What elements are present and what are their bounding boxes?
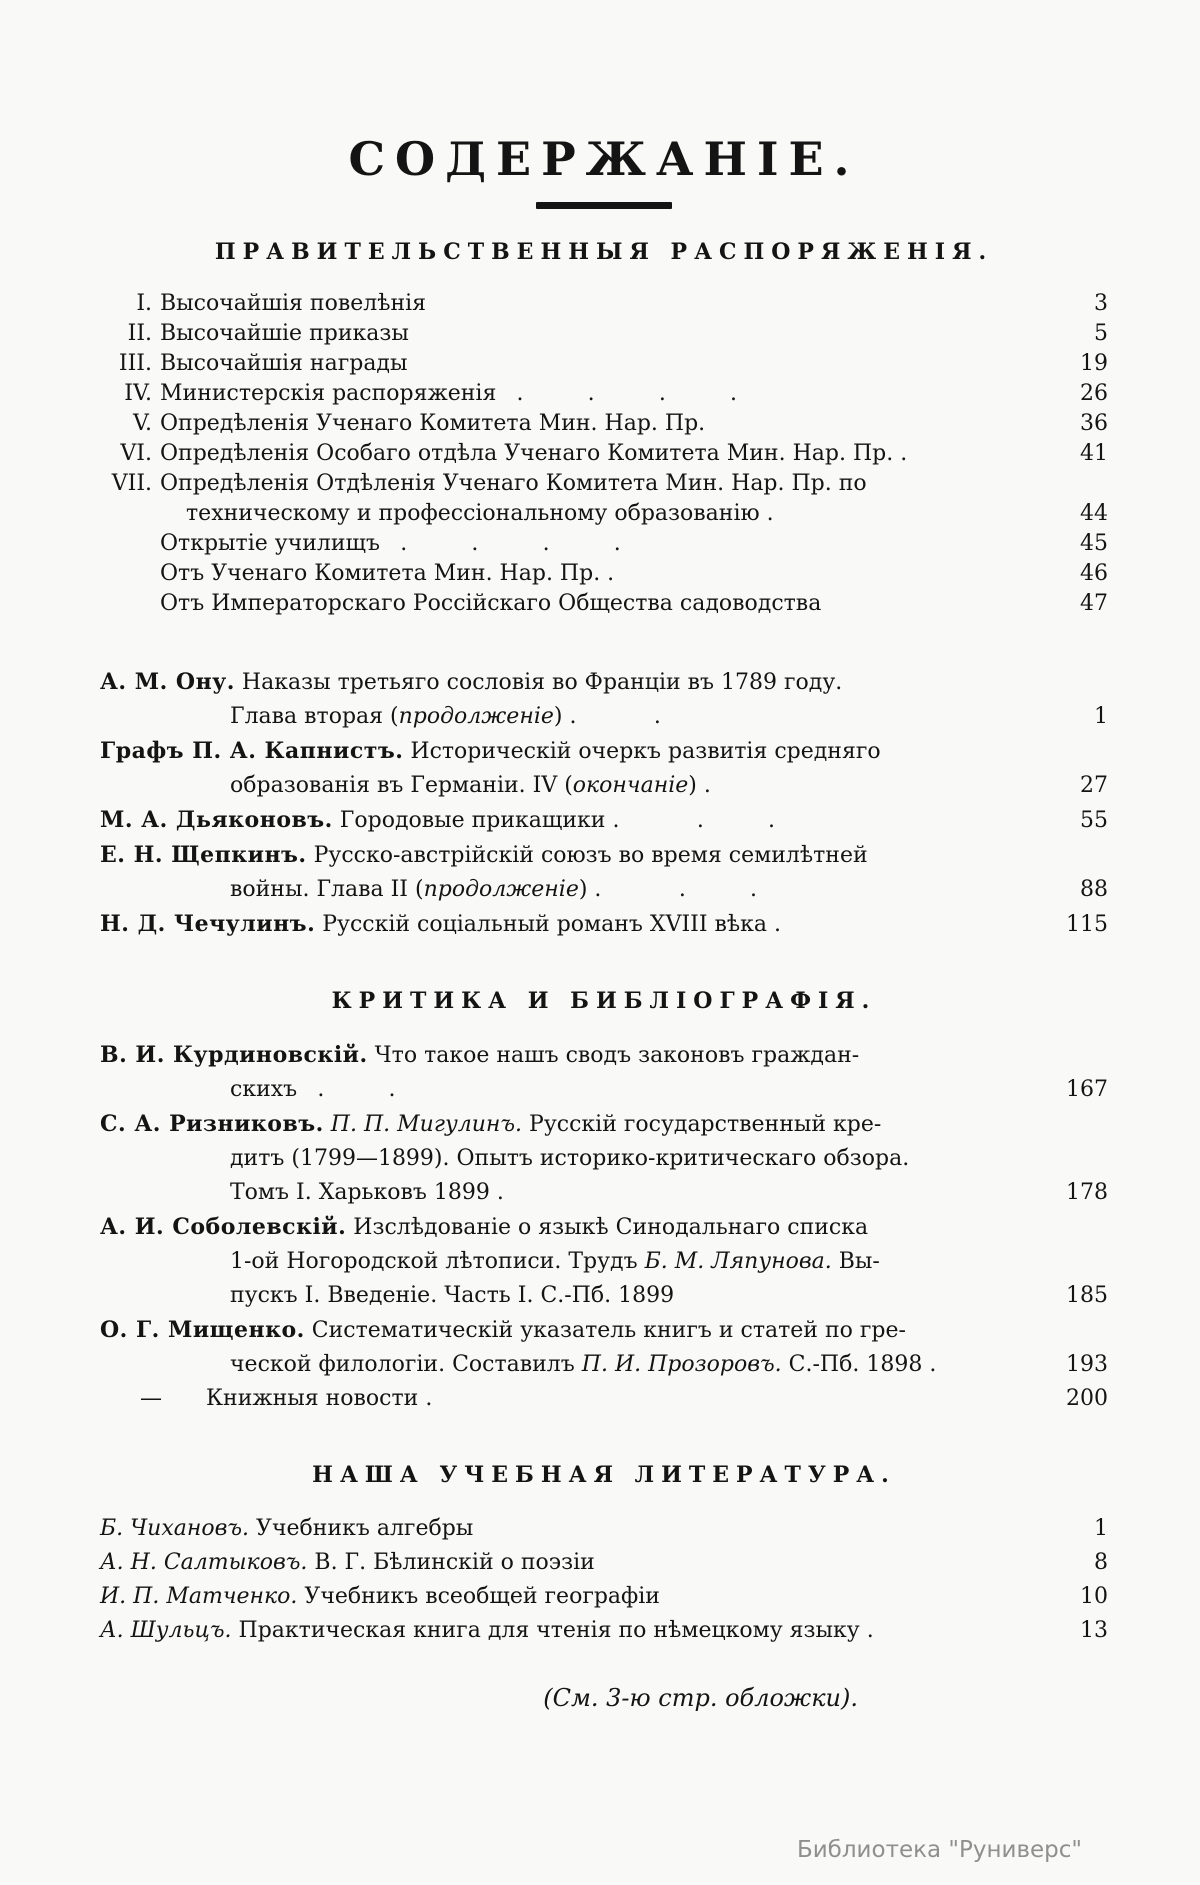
text-segment: 1-ой Ногородской лѣтописи. Трудъ [230, 1249, 645, 1274]
entry-text [160, 349, 1050, 379]
text-segment: Учебникъ алгебры [249, 1516, 474, 1541]
entry-numeral: I. [136, 291, 152, 316]
page-number: 41 [1080, 441, 1108, 466]
page-number: 26 [1080, 381, 1108, 406]
entry-numeral: VII. [111, 471, 152, 496]
text-segment: ) . [578, 877, 602, 902]
toc-row [100, 409, 1108, 439]
entry-text [100, 665, 1050, 700]
text-segment: Б. М. Ляпунова. [644, 1249, 832, 1274]
page-number: 44 [1080, 501, 1108, 526]
toc-row [100, 349, 1108, 379]
text-segment: Русскій соціальный романъ XVIII вѣка . [315, 912, 782, 937]
toc-row [100, 1038, 1108, 1073]
page-number: 167 [1066, 1077, 1108, 1102]
toc-row [100, 907, 1108, 942]
text-segment: А. М. Ону. [100, 669, 235, 695]
text-segment: Русско-австрійскій союзъ во время семилѣтней [306, 843, 868, 868]
entry-numeral: II. [127, 321, 152, 346]
text-segment: В. Г. Бѣлинскій о поэзіи [307, 1550, 595, 1575]
toc-row [100, 439, 1108, 469]
toc-row [100, 469, 1108, 499]
toc-row [100, 1073, 1108, 1107]
toc-row [100, 379, 1108, 409]
text-segment: Вы- [831, 1249, 880, 1274]
page-number: 3 [1094, 291, 1108, 316]
toc-row [100, 1348, 1108, 1382]
page-number: 19 [1080, 351, 1108, 376]
text-segment [324, 1112, 331, 1137]
entry-numeral: III. [118, 351, 152, 376]
toc-row [100, 1107, 1108, 1142]
entry-text [100, 1073, 1050, 1107]
page-number: 13 [1080, 1618, 1108, 1643]
entry-text [100, 1142, 1050, 1176]
entry-text [100, 769, 1050, 803]
text-segment: Изслѣдованіе о языкѣ Синодальнаго списка [346, 1215, 869, 1240]
toc-row [100, 1279, 1108, 1313]
page-number: 5 [1094, 321, 1108, 346]
section-critique-bibliography [100, 988, 1108, 1416]
page-number: 55 [1080, 808, 1108, 833]
page-number: 36 [1080, 411, 1108, 436]
toc-row [100, 289, 1108, 319]
toc-row [100, 1245, 1108, 1279]
section-educational-literature [100, 1462, 1108, 1648]
text-segment: Открытіе училищъ [160, 531, 388, 556]
entry-text [100, 1512, 1050, 1546]
entry-text [100, 1313, 1050, 1348]
text-segment: Опредѣленія Ученаго Комитета Мин. Нар. Пр. [160, 411, 706, 436]
text-segment: ) . [688, 773, 711, 798]
toc-row [100, 499, 1108, 529]
page-number: 45 [1080, 531, 1108, 556]
text-segment: — Книжныя новости . [140, 1386, 433, 1411]
toc-row [100, 1614, 1108, 1648]
text-segment: П. П. Мигулинъ. [330, 1112, 523, 1137]
entry-text [100, 700, 1050, 734]
page-number: 185 [1066, 1283, 1108, 1308]
toc-row [100, 1142, 1108, 1176]
text-segment: техническому и профессіональному образованію . [186, 501, 774, 526]
toc-row [100, 589, 1108, 619]
entry-text [100, 1210, 1050, 1245]
page-number: 200 [1066, 1386, 1108, 1411]
text-segment: ческой филологіи. Составилъ [230, 1352, 582, 1377]
toc-row [100, 838, 1108, 873]
text-segment: Наказы третьяго сословія во Франціи въ 1789 году. [234, 670, 843, 695]
text-segment: . . . . [400, 531, 621, 556]
page-number: 1 [1094, 704, 1108, 729]
toc-row [100, 734, 1108, 769]
section-articles [100, 665, 1108, 942]
text-segment: продолженіе [398, 704, 554, 729]
entry-text [100, 1348, 1050, 1382]
toc-row [100, 1580, 1108, 1614]
text-segment: Высочайшія повелѣнія [160, 291, 427, 316]
entry-numeral: VI. [120, 441, 152, 466]
text-segment: Отъ Императорскаго Россійскаго Общества садоводства [160, 591, 822, 616]
entry-text [100, 1107, 1050, 1142]
text-segment: А. И. Соболевскій. [100, 1214, 347, 1240]
entry-text [100, 1245, 1050, 1279]
entry-text [160, 529, 1050, 559]
entry-text [100, 1279, 1050, 1313]
page-number: 1 [1094, 1516, 1108, 1541]
text-segment: А. Шульцъ. [100, 1618, 232, 1643]
toc-row [100, 1512, 1108, 1546]
toc-row [100, 700, 1108, 734]
toc-sections [100, 239, 1108, 1648]
page-number: 193 [1066, 1352, 1108, 1377]
entry-text [100, 1546, 1050, 1580]
text-segment: Учебникъ всеобщей географіи [297, 1584, 660, 1609]
text-segment: Высочайшіе приказы [160, 321, 409, 346]
entry-text [160, 469, 1050, 499]
text-segment: ) . [553, 704, 577, 729]
page-number: 178 [1066, 1180, 1108, 1205]
text-segment: Министерскія распоряженія [160, 381, 504, 406]
text-segment: образованія въ Германіи. IV ( [230, 773, 573, 798]
entry-text [160, 409, 1050, 439]
library-watermark: Библиотека "Руниверс" [796, 1837, 1082, 1863]
entry-text [100, 1382, 1050, 1416]
text-segment: . . . . [516, 381, 738, 406]
toc-row [100, 529, 1108, 559]
toc-row [100, 769, 1108, 803]
text-segment: . . [632, 808, 775, 833]
page-number: 10 [1080, 1584, 1108, 1609]
cover-note: (См. 3-ю стр. обложки). [543, 1684, 858, 1712]
entry-text [100, 1614, 1050, 1648]
entry-text [160, 499, 1050, 529]
section-header: НАША УЧЕБНАЯ ЛИТЕРАТУРА. [312, 1462, 896, 1488]
page-number: 115 [1066, 912, 1108, 937]
entry-text [100, 907, 1050, 942]
text-segment: Н. Д. Чечулинъ. [100, 911, 316, 937]
entry-text [160, 319, 1050, 349]
text-segment: С.-Пб. 1898 . [781, 1352, 937, 1377]
text-segment: П. И. Прозоровъ. [581, 1352, 782, 1377]
entry-numeral: IV. [124, 381, 152, 406]
page-number: 88 [1080, 877, 1108, 902]
text-segment: окончаніе [572, 773, 689, 798]
entry-text [100, 734, 1050, 769]
toc-row [100, 559, 1108, 589]
text-segment: Систематическій указатель книгъ и статей по гре- [304, 1318, 906, 1343]
page-number: 8 [1094, 1550, 1108, 1575]
section-header: ПРАВИТЕЛЬСТВЕННЫЯ РАСПОРЯЖЕНІЯ. [214, 239, 994, 265]
text-segment: Томъ I. Харьковъ 1899 . [230, 1180, 504, 1205]
text-segment: Высочайшія награды [160, 351, 408, 376]
text-segment: . . [614, 877, 757, 902]
text-segment: скихъ [230, 1077, 305, 1102]
title-divider [536, 202, 672, 209]
text-segment: И. П. Матченко. [100, 1584, 298, 1609]
text-segment: Городовые прикащики . [332, 808, 620, 833]
text-segment: Б. Чихановъ. [100, 1516, 250, 1541]
entry-text [100, 838, 1050, 873]
entry-text [100, 1580, 1050, 1614]
toc-row [100, 1382, 1108, 1416]
entry-text [100, 873, 1050, 907]
text-segment: Графъ П. А. Капнистъ. [100, 738, 404, 764]
entry-text [100, 1176, 1050, 1210]
page-number: 47 [1080, 591, 1108, 616]
text-segment: Глава вторая ( [230, 704, 399, 729]
text-segment: дитъ (1799—1899). Опытъ историко-критическаго обзора. [230, 1146, 910, 1171]
text-segment: Отъ Ученаго Комитета Мин. Нар. Пр. . [160, 561, 615, 586]
text-segment: продолженіе [423, 877, 579, 902]
toc-row [100, 873, 1108, 907]
entry-text [160, 559, 1050, 589]
page-number: 27 [1080, 773, 1108, 798]
text-segment: Историческій очеркъ развитія средняго [403, 739, 881, 764]
toc-row [100, 1210, 1108, 1245]
entry-text [160, 439, 1050, 469]
toc-row [100, 1176, 1108, 1210]
text-segment: С. А. Ризниковъ. [100, 1111, 324, 1137]
text-segment: Опредѣленія Отдѣленія Ученаго Комитета Мин. Нар. Пр. по [160, 471, 867, 496]
text-segment: В. И. Курдиновскій. [100, 1042, 368, 1068]
entry-text [160, 289, 1050, 319]
text-segment: Что такое нашъ сводъ законовъ граждан- [367, 1043, 860, 1068]
toc-row [100, 319, 1108, 349]
entry-text [160, 379, 1050, 409]
section-government-orders [100, 239, 1108, 619]
section-header: КРИТИКА И БИБЛІОГРАФІЯ. [331, 988, 877, 1014]
text-segment: Русскій государственный кре- [522, 1112, 882, 1137]
text-segment: пускъ I. Введеніе. Часть I. С.-Пб. 1899 [230, 1283, 675, 1308]
text-segment: А. Н. Салтыковъ. [100, 1550, 308, 1575]
entry-text [100, 1038, 1050, 1073]
toc-row [100, 665, 1108, 700]
text-segment: Е. Н. Щепкинъ. [100, 842, 307, 868]
text-segment: О. Г. Мищенко. [100, 1317, 305, 1343]
text-segment: войны. Глава II ( [230, 877, 424, 902]
entry-text [100, 803, 1050, 838]
toc-row [100, 1546, 1108, 1580]
page-number: 46 [1080, 561, 1108, 586]
text-segment: М. А. Дьяконовъ. [100, 807, 333, 833]
text-segment: . [589, 704, 661, 729]
text-segment: Практическая книга для чтенія по нѣмецкому языку . [231, 1618, 874, 1643]
text-segment: Опредѣленія Особаго отдѣла Ученаго Комитета Мин. Нар. Пр. . [160, 441, 908, 466]
entry-text [160, 589, 1050, 619]
page-title: СОДЕРЖАНІЕ. [348, 132, 860, 186]
toc-row [100, 1313, 1108, 1348]
text-segment: . . [317, 1077, 396, 1102]
entry-numeral: V. [132, 411, 152, 436]
toc-row [100, 803, 1108, 838]
